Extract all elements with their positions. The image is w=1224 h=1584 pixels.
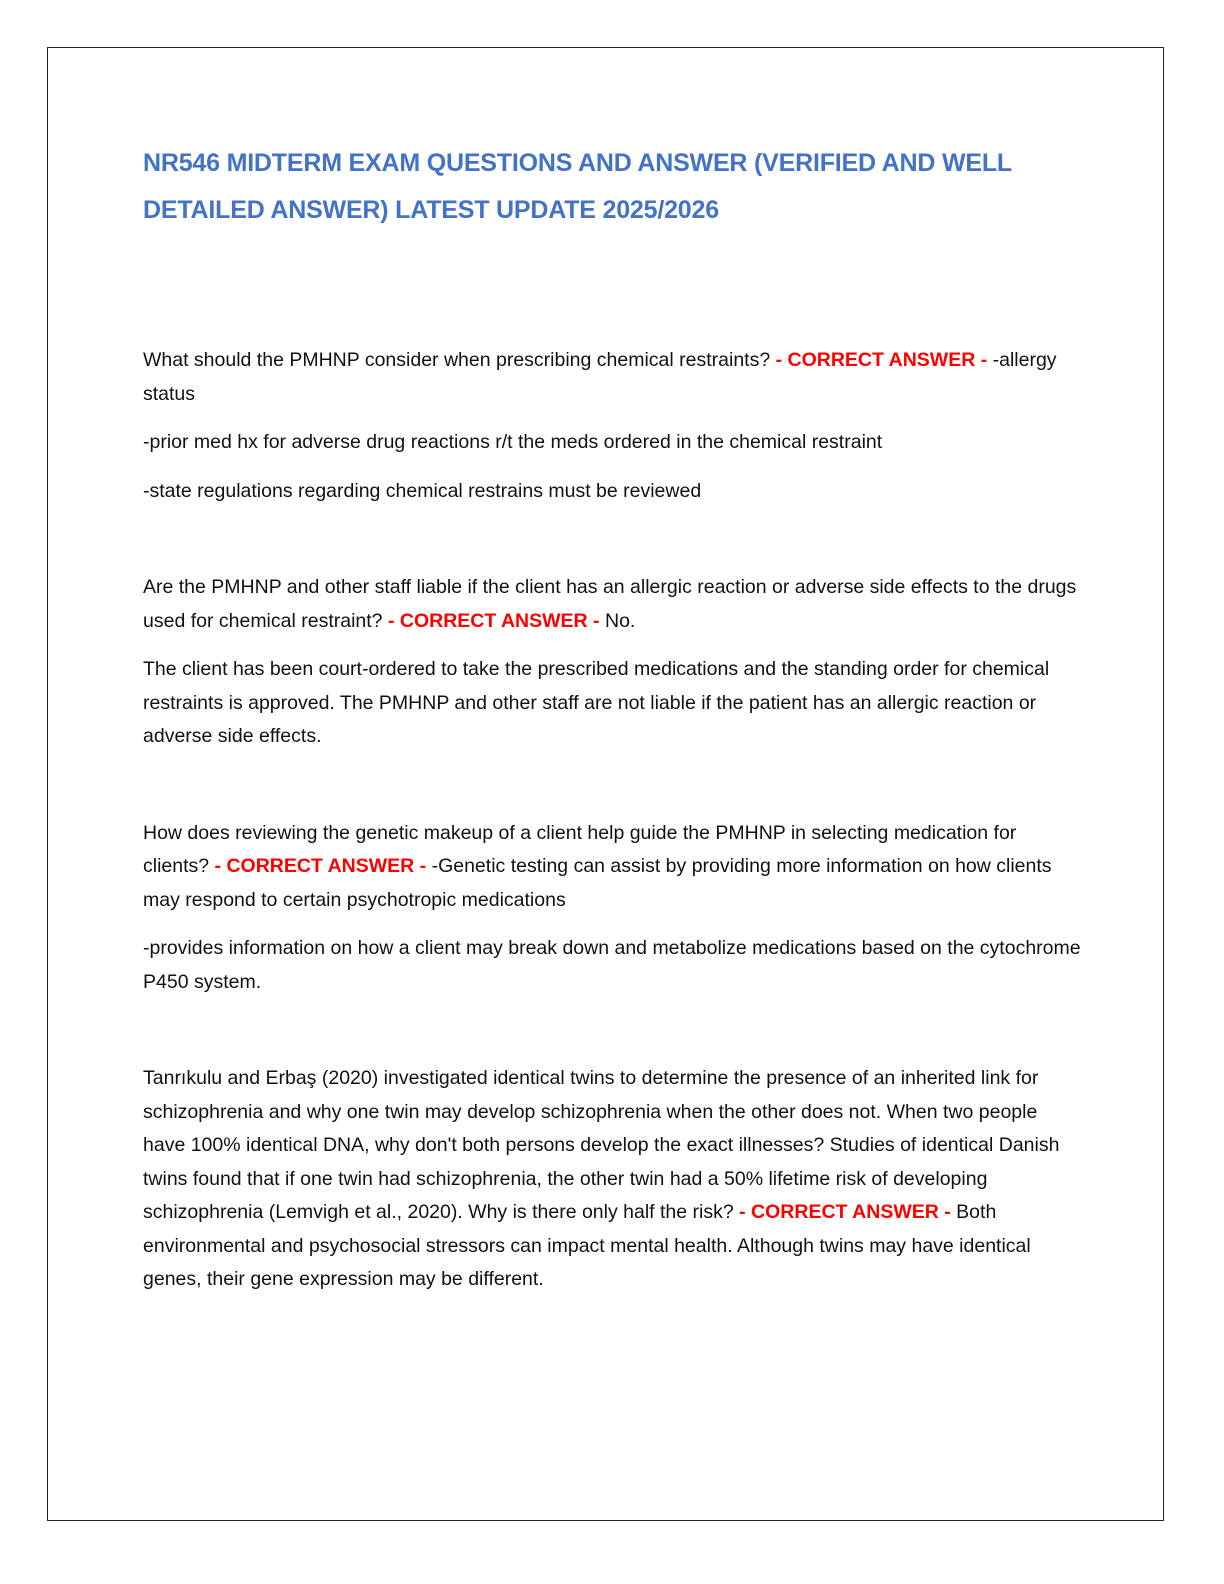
question-text: How does reviewing the genetic makeup of a client help guide the PMHNP in selecting medication for clients? (143, 821, 1017, 877)
qa-item (143, 1062, 1083, 1297)
document-body (143, 140, 1083, 1312)
answer-text: -Genetic testing can assist by providing more information on how clients may respond to certain psychotropic medications (143, 855, 1052, 911)
answer-text: No. (604, 609, 636, 632)
document-title: NR546 MIDTERM EXAM QUESTIONS AND ANSWER (VERIFIED AND WELL DETAILED ANSWER) LATEST UPDATE 2025/2026 (143, 149, 1012, 224)
question-text: Are the PMHNP and other staff liable if the client has an allergic reaction or adverse side effects to the drugs used for chemical restraint? (143, 576, 1077, 632)
correct-answer-tag: - CORRECT ANSWER - (739, 1201, 951, 1223)
correct-answer-tag: - CORRECT ANSWER - (387, 609, 600, 632)
qa-question-line (143, 344, 1083, 411)
answer-paragraph: -prior med hx for adverse drug reactions r/t the meds ordered in the chemical restraint (143, 431, 883, 453)
question-text: What should the PMHNP consider when prescribing chemical restraints? (143, 349, 771, 371)
qa-item (143, 817, 1083, 1000)
question-text: Tanrıkulu and Erbaş (2020) investigated identical twins to determine the presence of an inherited link for schizophrenia and why one twin may develop schizophrenia when the other does not. When two people have 100% identical DNA, why don't both persons develop the exact illnesses? Studies of identical Danish twins found that if one twin had schizophrenia, the other twin had a 50% lifetime risk of developing schizophrenia (Lemvigh et al., 2020). Why is there only half the risk? (143, 1067, 1060, 1223)
qa-item (143, 344, 1083, 508)
correct-answer-tag: - CORRECT ANSWER - (214, 855, 427, 877)
answer-paragraph: The client has been court-ordered to take the prescribed medications and the standing order for chemical restraints is approved. The PMHNP and other staff are not liable if the patient has an allergic reaction or adverse side effects. (143, 658, 1050, 747)
answer-paragraph: -provides information on how a client may break down and metabolize medications based on the cytochrome P450 system. (143, 937, 1081, 993)
answer-text: -allergy status (143, 349, 1057, 405)
answer-paragraph: -state regulations regarding chemical restrains must be reviewed (143, 479, 702, 502)
qa-question-line (143, 1062, 1083, 1297)
qa-item (143, 571, 1083, 754)
qa-question-line (143, 817, 1083, 918)
answer-text: Both environmental and psychosocial stressors can impact mental health. Although twins may have identical genes, their gene expression may be different. (143, 1201, 1031, 1290)
qa-question-line (143, 571, 1083, 638)
correct-answer-tag: - CORRECT ANSWER - (775, 349, 988, 371)
